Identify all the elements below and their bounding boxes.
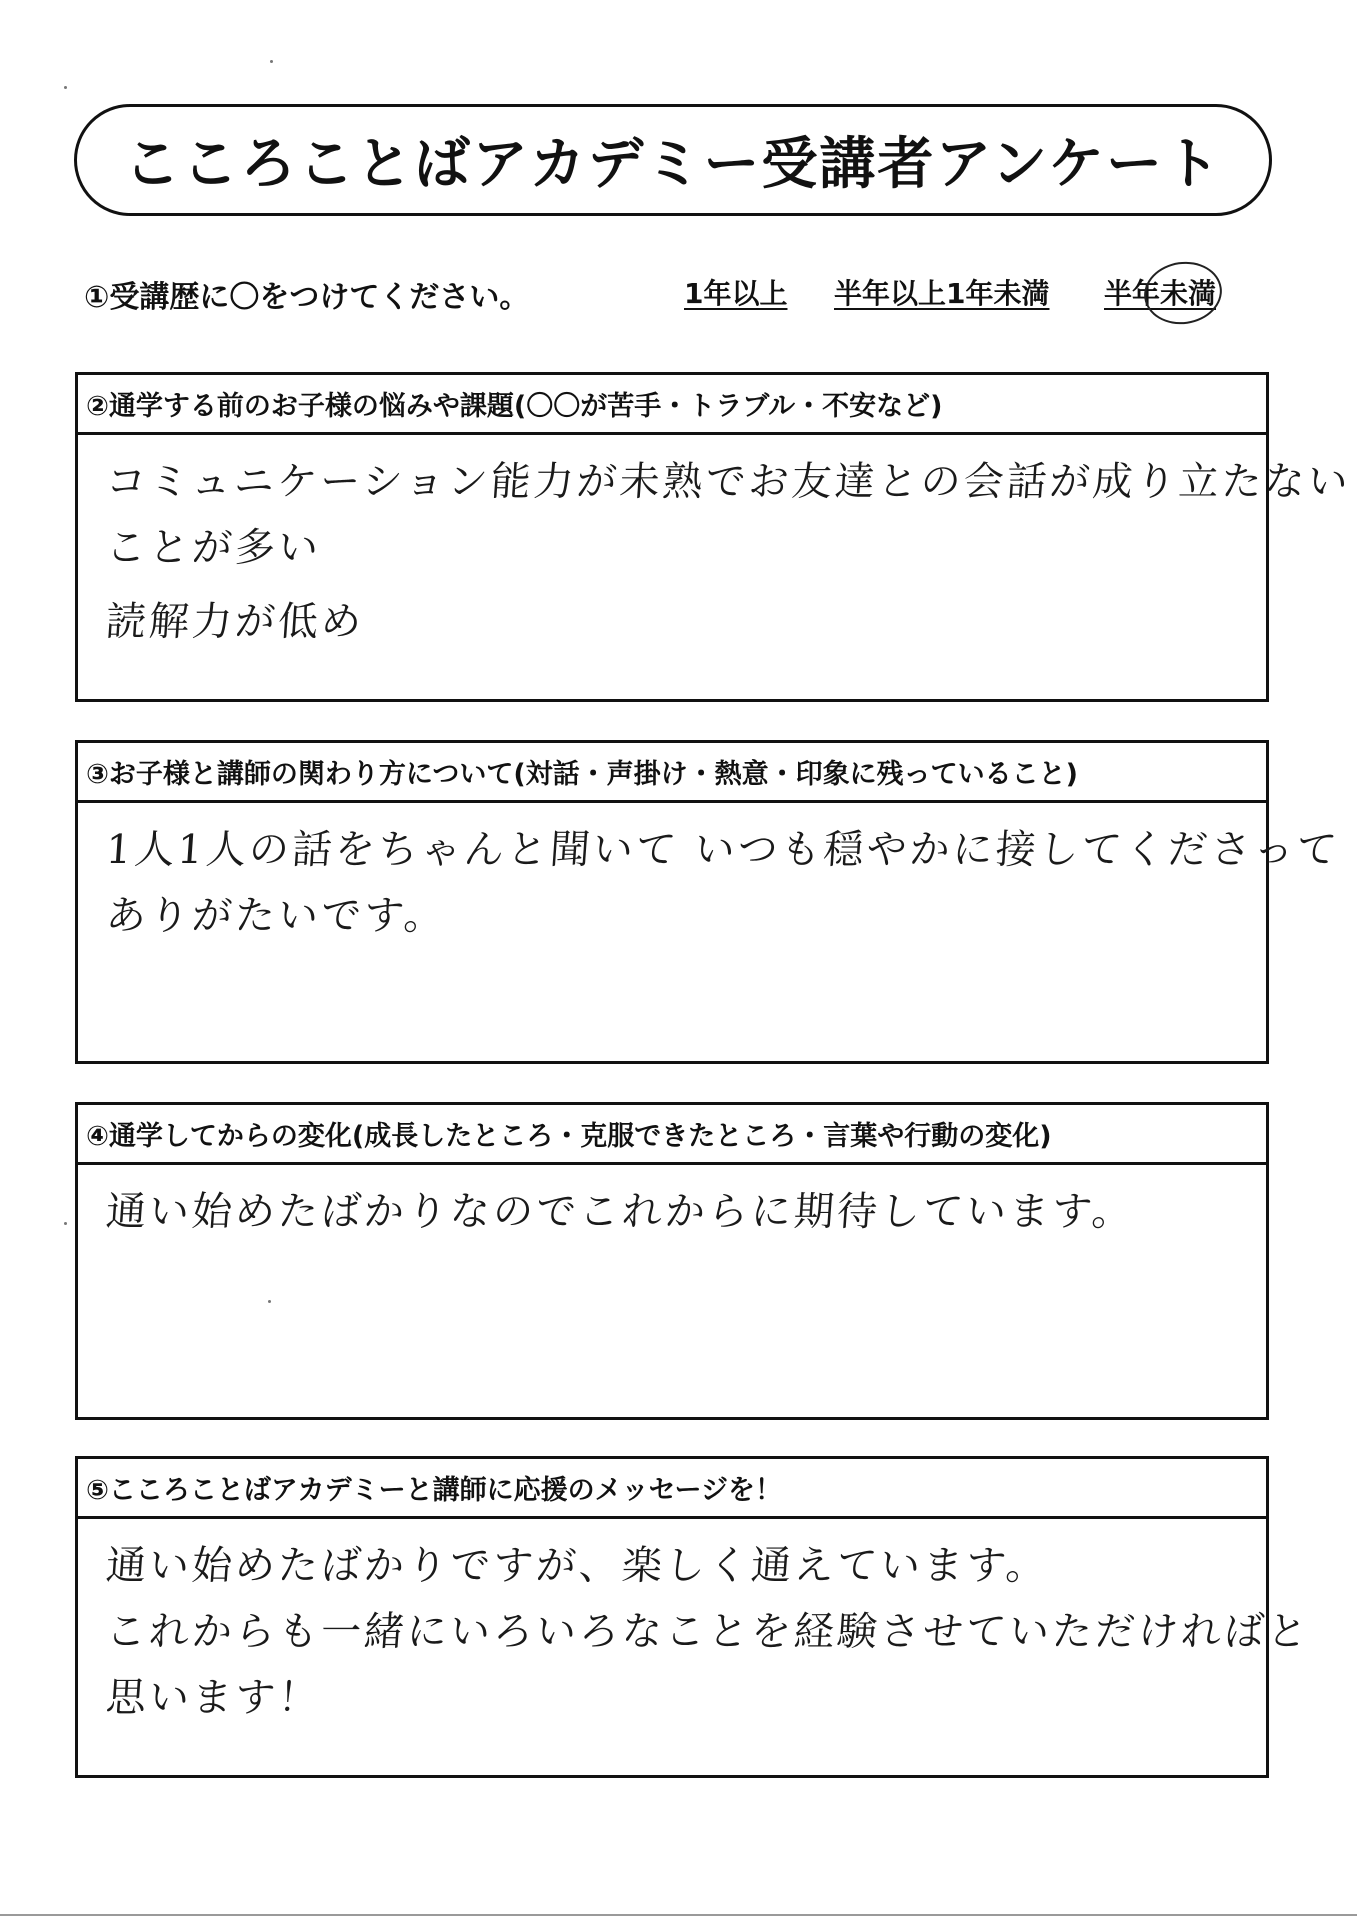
- answer-line: 通い始めたばかりですが、楽しく通えています。: [104, 1543, 1051, 1589]
- section-5-title: ⑤こころことばアカデミーと講師に応援のメッセージを！: [86, 1475, 782, 1506]
- answer-line: ありがたいです。: [104, 893, 449, 939]
- page-title: こころことばアカデミー受講者アンケート: [123, 132, 1223, 197]
- answer-line: 思います！: [104, 1675, 323, 1721]
- option-1-year-plus: 1年以上: [684, 277, 788, 310]
- answer-line: ことが多い: [104, 525, 323, 571]
- section-2-answer: [78, 435, 1353, 655]
- answer-line: 読解力が低め: [104, 599, 366, 645]
- section-2-title: ②通学する前のお子様の悩みや課題(〇〇が苦手・トラブル・不安など): [86, 391, 943, 422]
- answer-line: これからも一緒にいろいろなことを経験させていただければと: [104, 1609, 1312, 1655]
- answer-line: 通い始めたばかりなのでこれからに期待しています。: [104, 1189, 1137, 1235]
- title-box: [74, 104, 1272, 216]
- scan-speck: [64, 1222, 67, 1225]
- section-4-header: [78, 1105, 1266, 1165]
- selected-circle-mark: [1140, 257, 1226, 329]
- scan-speck: [270, 60, 273, 63]
- section-2: [75, 372, 1353, 702]
- section-5: [75, 1456, 1312, 1778]
- section-5-answer: [78, 1519, 1312, 1731]
- section-3: [75, 740, 1342, 1064]
- section-2-header: [78, 375, 1266, 435]
- answer-line: コミュニケーション能力が未熟でお友達との会話が成り立たない: [104, 459, 1353, 505]
- scan-edge-line: [0, 1914, 1357, 1916]
- section-5-header: [78, 1459, 1266, 1519]
- question-1-label: ①受講歴に〇をつけてください。: [84, 280, 530, 315]
- section-3-header: [78, 743, 1266, 803]
- option-under-half-year: 半年未満: [1104, 277, 1217, 310]
- section-3-answer: [78, 803, 1342, 949]
- section-4-answer: [78, 1165, 1266, 1245]
- answer-line: 1人1人の話をちゃんと聞いて いつも穏やかに接してくださって: [104, 827, 1342, 873]
- scan-speck: [64, 86, 67, 89]
- question-1-row: [84, 268, 1264, 318]
- section-4-title: ④通学してからの変化(成長したところ・克服できたところ・言葉や行動の変化): [86, 1121, 1052, 1152]
- option-half-to-1-year: 半年以上1年未満: [834, 277, 1050, 310]
- section-3-title: ③お子様と講師の関わり方について(対話・声掛け・熱意・印象に残っていること): [86, 759, 1078, 790]
- section-4: [75, 1102, 1269, 1420]
